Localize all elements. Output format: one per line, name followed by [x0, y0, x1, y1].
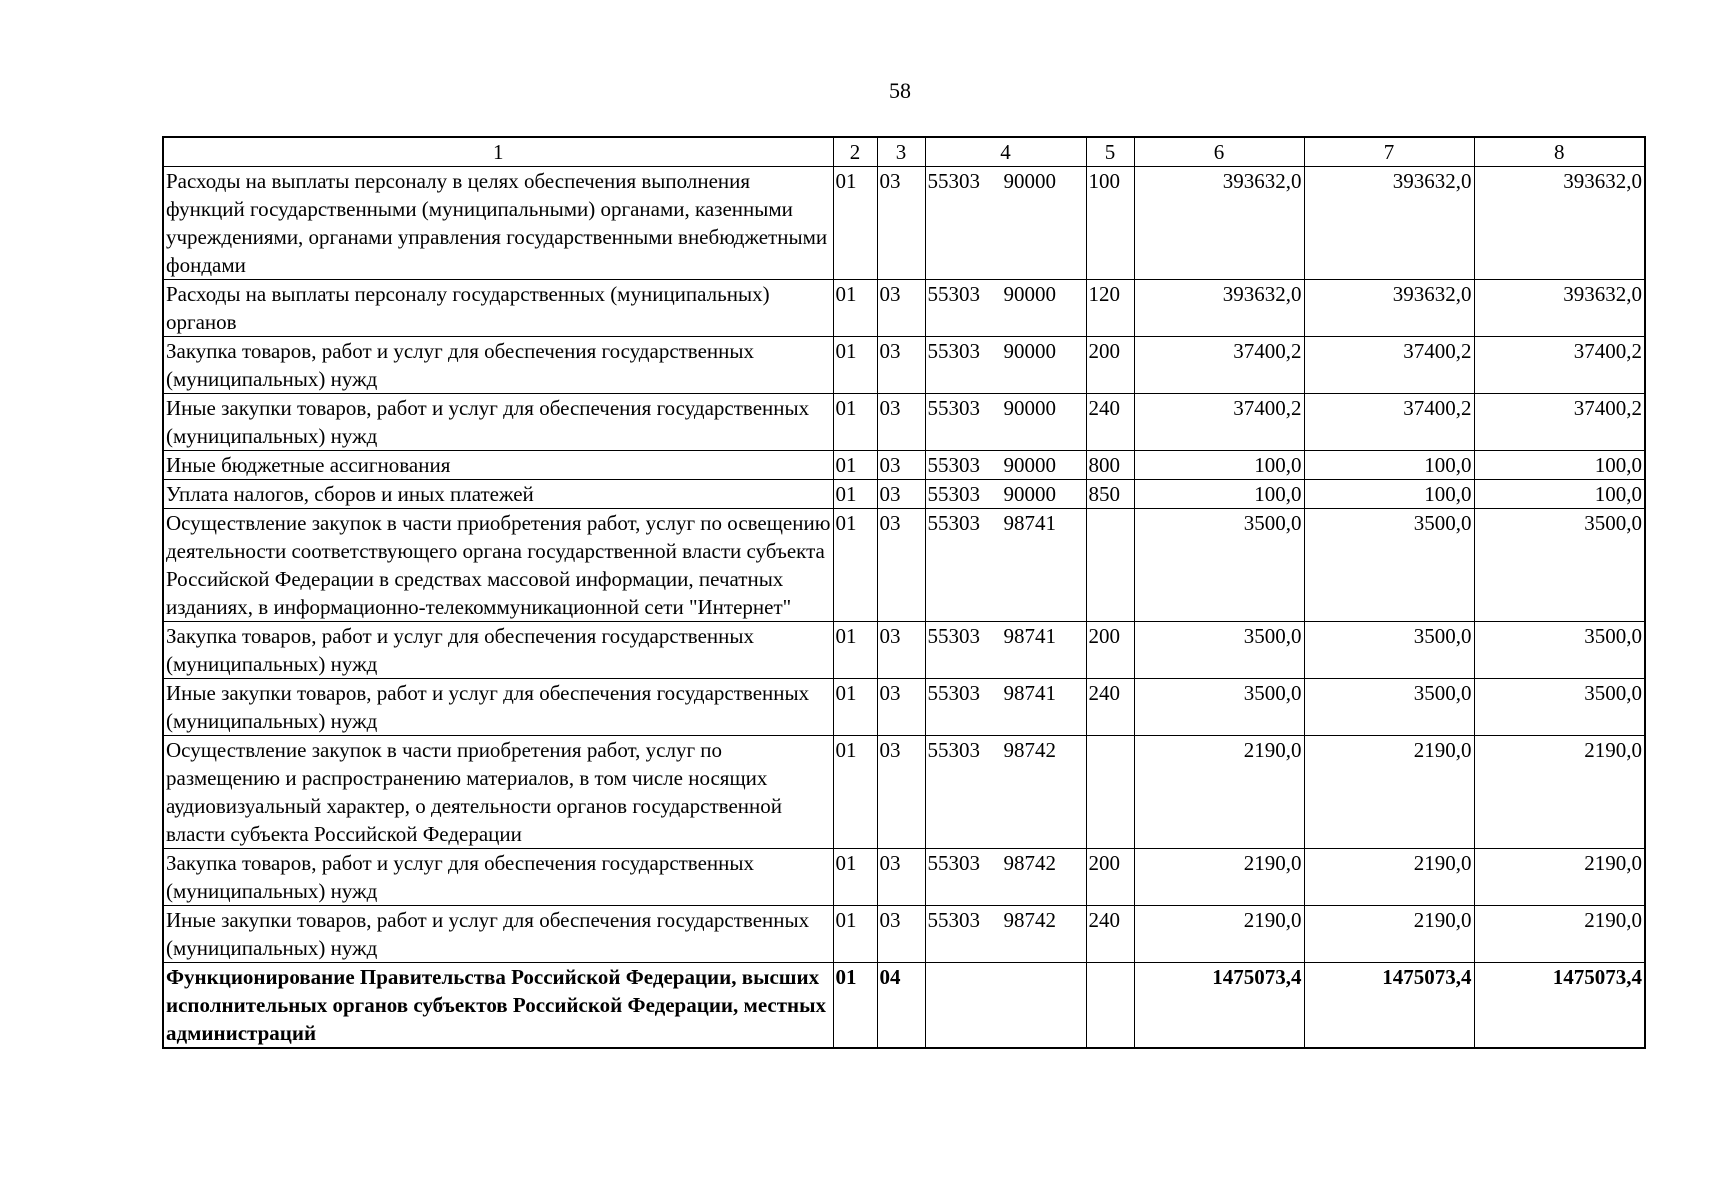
row-expense-type — [1086, 963, 1134, 1049]
row-name: Иные закупки товаров, работ и услуг для обеспечения государственных (муниципальных) нужд — [163, 394, 833, 451]
row-target-article — [925, 736, 1086, 849]
row-amount-col8: 100,0 — [1474, 451, 1645, 480]
table-row — [163, 906, 1645, 963]
row-expense-type: 200 — [1086, 337, 1134, 394]
target-article-program: 55303 — [927, 169, 980, 193]
target-article-program: 55303 — [927, 681, 980, 705]
row-name: Закупка товаров, работ и услуг для обеспечения государственных (муниципальных) нужд — [163, 337, 833, 394]
row-amount-col7: 3500,0 — [1304, 679, 1474, 736]
row-subsection-code: 03 — [877, 167, 925, 280]
row-section-code: 01 — [833, 906, 877, 963]
row-amount-col8: 37400,2 — [1474, 337, 1645, 394]
row-name: Расходы на выплаты персоналу в целях обеспечения выполнения функций государственными (муниципальными) органами, казенными учреждениями, органами управления государственными внебюджетными фондами — [163, 167, 833, 280]
row-section-code: 01 — [833, 337, 877, 394]
row-amount-col7: 100,0 — [1304, 480, 1474, 509]
row-target-article — [925, 906, 1086, 963]
row-amount-col6: 3500,0 — [1134, 509, 1304, 622]
row-expense-type — [1086, 736, 1134, 849]
table-row — [163, 736, 1645, 849]
table-row — [163, 451, 1645, 480]
row-subsection-code: 03 — [877, 736, 925, 849]
row-section-code: 01 — [833, 963, 877, 1049]
table-row — [163, 622, 1645, 679]
table-row — [163, 337, 1645, 394]
page-number: 58 — [889, 78, 911, 103]
row-subsection-code: 03 — [877, 394, 925, 451]
row-target-article — [925, 509, 1086, 622]
row-amount-col7: 393632,0 — [1304, 280, 1474, 337]
row-name: Закупка товаров, работ и услуг для обеспечения государственных (муниципальных) нужд — [163, 622, 833, 679]
row-name: Осуществление закупок в части приобретения работ, услуг по освещению деятельности соответствующего органа государственной власти субъекта Российской Федерации в средствах массовой информации, печатных изданиях, в информационно-телекоммуникационной сети "Интернет" — [163, 509, 833, 622]
target-article-program: 55303 — [927, 624, 980, 648]
row-subsection-code: 03 — [877, 906, 925, 963]
column-header: 1 — [163, 137, 833, 167]
row-amount-col7: 2190,0 — [1304, 849, 1474, 906]
target-article-direction: 90000 — [1003, 453, 1056, 477]
row-amount-col6: 3500,0 — [1134, 679, 1304, 736]
target-article-direction: 90000 — [1003, 339, 1056, 363]
row-expense-type: 240 — [1086, 394, 1134, 451]
row-subsection-code: 03 — [877, 509, 925, 622]
row-amount-col6: 393632,0 — [1134, 280, 1304, 337]
row-amount-col7: 2190,0 — [1304, 906, 1474, 963]
row-section-code: 01 — [833, 280, 877, 337]
row-expense-type: 100 — [1086, 167, 1134, 280]
target-article-program: 55303 — [927, 282, 980, 306]
row-amount-col6: 2190,0 — [1134, 906, 1304, 963]
row-subsection-code: 03 — [877, 622, 925, 679]
row-subsection-code: 03 — [877, 451, 925, 480]
row-name: Иные закупки товаров, работ и услуг для обеспечения государственных (муниципальных) нужд — [163, 906, 833, 963]
target-article-direction: 90000 — [1003, 282, 1056, 306]
row-name: Осуществление закупок в части приобретения работ, услуг по размещению и распространению материалов, в том числе носящих аудиовизуальный характер, о деятельности органов государственной власти субъекта Российской Федерации — [163, 736, 833, 849]
budget-table — [162, 136, 1646, 1049]
target-article-program: 55303 — [927, 396, 980, 420]
row-amount-col6: 2190,0 — [1134, 736, 1304, 849]
target-article-program: 55303 — [927, 738, 980, 762]
table-row — [163, 963, 1645, 1049]
target-article-program: 55303 — [927, 511, 980, 535]
row-name: Функционирование Правительства Российской Федерации, высших исполнительных органов субъектов Российской Федерации, местных администраций — [163, 963, 833, 1049]
row-amount-col8: 2190,0 — [1474, 736, 1645, 849]
target-article-program: 55303 — [927, 908, 980, 932]
row-target-article — [925, 849, 1086, 906]
table-row — [163, 167, 1645, 280]
row-target-article — [925, 394, 1086, 451]
table-row — [163, 480, 1645, 509]
row-amount-col8: 2190,0 — [1474, 906, 1645, 963]
row-expense-type: 240 — [1086, 906, 1134, 963]
row-amount-col7: 100,0 — [1304, 451, 1474, 480]
row-amount-col8: 37400,2 — [1474, 394, 1645, 451]
row-name: Иные бюджетные ассигнования — [163, 451, 833, 480]
target-article-direction: 98741 — [1003, 681, 1056, 705]
row-amount-col8: 3500,0 — [1474, 509, 1645, 622]
row-target-article — [925, 480, 1086, 509]
row-amount-col7: 3500,0 — [1304, 509, 1474, 622]
target-article-program: 55303 — [927, 482, 980, 506]
row-amount-col6: 100,0 — [1134, 480, 1304, 509]
row-amount-col7: 393632,0 — [1304, 167, 1474, 280]
row-expense-type: 200 — [1086, 849, 1134, 906]
table-row — [163, 394, 1645, 451]
row-expense-type: 850 — [1086, 480, 1134, 509]
row-section-code: 01 — [833, 480, 877, 509]
row-amount-col8: 393632,0 — [1474, 280, 1645, 337]
row-amount-col7: 37400,2 — [1304, 337, 1474, 394]
row-subsection-code: 03 — [877, 280, 925, 337]
row-amount-col8: 100,0 — [1474, 480, 1645, 509]
row-section-code: 01 — [833, 679, 877, 736]
row-name: Иные закупки товаров, работ и услуг для обеспечения государственных (муниципальных) нужд — [163, 679, 833, 736]
row-expense-type: 120 — [1086, 280, 1134, 337]
row-expense-type: 800 — [1086, 451, 1134, 480]
header-row — [163, 137, 1645, 167]
row-amount-col6: 37400,2 — [1134, 394, 1304, 451]
row-amount-col6: 100,0 — [1134, 451, 1304, 480]
row-amount-col8: 3500,0 — [1474, 679, 1645, 736]
row-amount-col7: 1475073,4 — [1304, 963, 1474, 1049]
row-section-code: 01 — [833, 451, 877, 480]
row-name: Закупка товаров, работ и услуг для обеспечения государственных (муниципальных) нужд — [163, 849, 833, 906]
column-header: 7 — [1304, 137, 1474, 167]
row-amount-col8: 1475073,4 — [1474, 963, 1645, 1049]
row-subsection-code: 03 — [877, 337, 925, 394]
target-article-direction: 90000 — [1003, 482, 1056, 506]
row-amount-col6: 2190,0 — [1134, 849, 1304, 906]
row-section-code: 01 — [833, 736, 877, 849]
row-target-article — [925, 963, 1086, 1049]
row-name: Расходы на выплаты персоналу государственных (муниципальных) органов — [163, 280, 833, 337]
row-amount-col6: 37400,2 — [1134, 337, 1304, 394]
table-row — [163, 679, 1645, 736]
row-section-code: 01 — [833, 167, 877, 280]
target-article-program: 55303 — [927, 339, 980, 363]
row-section-code: 01 — [833, 509, 877, 622]
row-target-article — [925, 337, 1086, 394]
target-article-direction: 90000 — [1003, 169, 1056, 193]
row-section-code: 01 — [833, 849, 877, 906]
row-subsection-code: 04 — [877, 963, 925, 1049]
row-target-article — [925, 679, 1086, 736]
target-article-direction: 98742 — [1003, 738, 1056, 762]
row-expense-type: 200 — [1086, 622, 1134, 679]
row-amount-col7: 2190,0 — [1304, 736, 1474, 849]
target-article-direction: 98742 — [1003, 851, 1056, 875]
row-expense-type — [1086, 509, 1134, 622]
column-header: 8 — [1474, 137, 1645, 167]
row-target-article — [925, 167, 1086, 280]
table-row — [163, 280, 1645, 337]
target-article-direction: 98742 — [1003, 908, 1056, 932]
target-article-program: 55303 — [927, 851, 980, 875]
row-amount-col6: 1475073,4 — [1134, 963, 1304, 1049]
table-row — [163, 509, 1645, 622]
row-name: Уплата налогов, сборов и иных платежей — [163, 480, 833, 509]
column-header: 3 — [877, 137, 925, 167]
target-article-direction: 90000 — [1003, 396, 1056, 420]
row-section-code: 01 — [833, 394, 877, 451]
row-section-code: 01 — [833, 622, 877, 679]
table-row — [163, 849, 1645, 906]
row-amount-col7: 37400,2 — [1304, 394, 1474, 451]
row-amount-col8: 3500,0 — [1474, 622, 1645, 679]
row-amount-col8: 393632,0 — [1474, 167, 1645, 280]
row-subsection-code: 03 — [877, 849, 925, 906]
target-article-direction: 98741 — [1003, 624, 1056, 648]
row-target-article — [925, 622, 1086, 679]
column-header: 4 — [925, 137, 1086, 167]
row-subsection-code: 03 — [877, 679, 925, 736]
target-article-direction: 98741 — [1003, 511, 1056, 535]
table-body — [163, 167, 1645, 1049]
column-header: 5 — [1086, 137, 1134, 167]
column-header: 6 — [1134, 137, 1304, 167]
row-amount-col6: 393632,0 — [1134, 167, 1304, 280]
target-article-program: 55303 — [927, 453, 980, 477]
row-amount-col6: 3500,0 — [1134, 622, 1304, 679]
row-target-article — [925, 280, 1086, 337]
row-expense-type: 240 — [1086, 679, 1134, 736]
row-target-article — [925, 451, 1086, 480]
row-amount-col7: 3500,0 — [1304, 622, 1474, 679]
column-header: 2 — [833, 137, 877, 167]
row-amount-col8: 2190,0 — [1474, 849, 1645, 906]
row-subsection-code: 03 — [877, 480, 925, 509]
